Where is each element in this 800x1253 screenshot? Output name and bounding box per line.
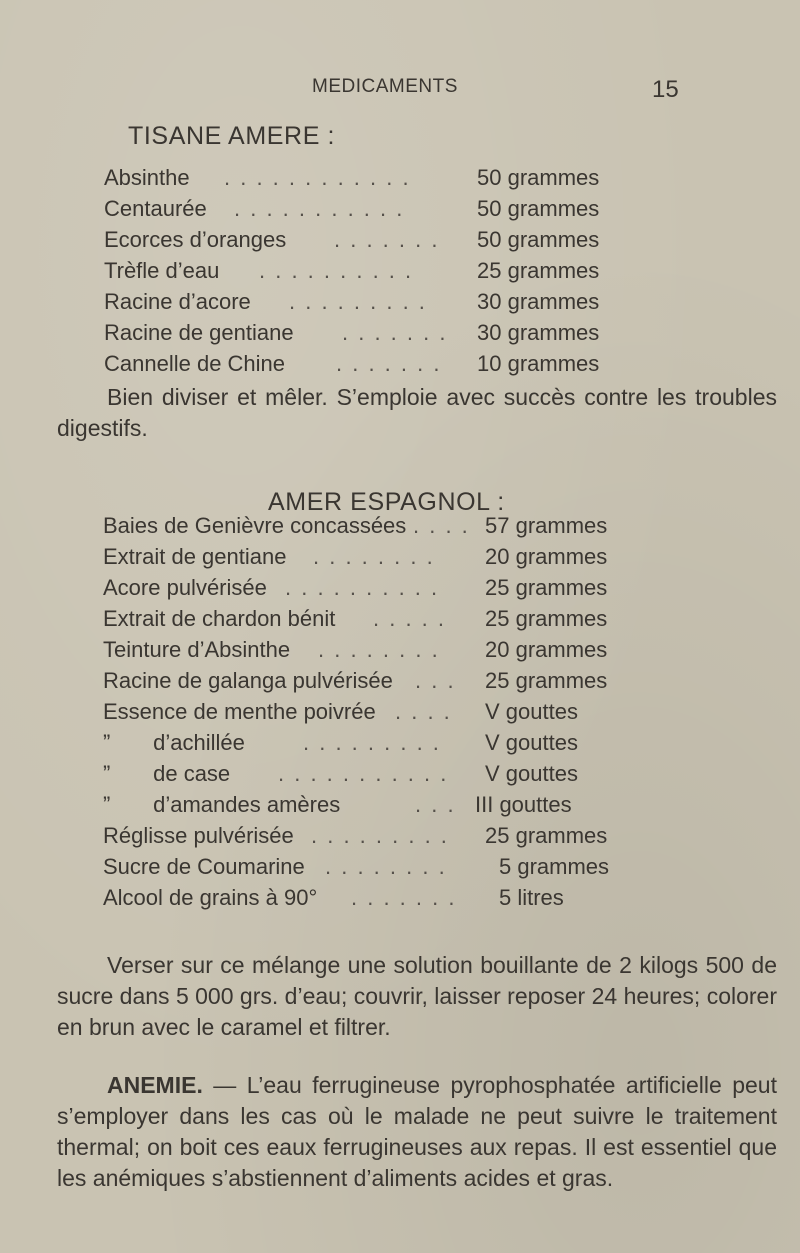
ingredient-row (103, 758, 663, 789)
leader-dots: . . . . . . . (351, 885, 457, 910)
ingredient-quantity: 5 litres (499, 885, 564, 910)
ingredient-row (103, 541, 663, 572)
ingredient-quantity: 20 grammes (485, 544, 608, 569)
leader-dots: . . . . . (373, 606, 447, 631)
tisane-ingredient-list (104, 162, 664, 379)
ingredient-name: Baies de Genièvre concassées (103, 513, 407, 538)
anemie-text: — L’eau ferrugineuse pyrophosphatée artificielle peut s’employer dans les cas où le malade ne peut suivre le traitement thermal; on boit ces eaux ferrugineuses aux repas. Il est essentiel que les anémiques s’abstiennent d’aliments acides et gras. (57, 1072, 777, 1191)
leader-dots: . . . . . . . . . (311, 823, 449, 848)
ingredient-quantity: 10 grammes (477, 351, 600, 376)
leader-dots: . . . (415, 668, 456, 693)
ingredient-quantity: 25 grammes (485, 823, 608, 848)
ingredient-row (104, 193, 664, 224)
ingredient-name: Alcool de grains à 90° (103, 885, 318, 910)
anemie-paragraph (57, 1070, 777, 1194)
leader-dots: . . . . . . . . . . (259, 258, 414, 283)
ingredient-quantity: 25 grammes (485, 668, 608, 693)
leader-dots: . . . (415, 792, 456, 817)
leader-dots: . . . . . . . . . . . (234, 196, 405, 221)
ingredient-name: ” d’achillée (103, 730, 245, 755)
ingredient-name: Acore pulvérisée (103, 575, 267, 600)
ingredient-row (104, 162, 664, 193)
ingredient-name: ” d’amandes amères (103, 792, 341, 817)
leader-dots: . . . . (413, 513, 470, 538)
page-number: 15 (652, 76, 679, 103)
ingredient-quantity: 20 grammes (485, 637, 608, 662)
ingredient-name: Teinture d’Absinthe (103, 637, 291, 662)
ingredient-quantity: 30 grammes (477, 289, 600, 314)
anemie-heading: ANEMIE. (107, 1072, 203, 1098)
ingredient-quantity: 5 grammes (499, 854, 610, 879)
ingredient-quantity: V gouttes (485, 761, 578, 786)
running-title: MEDICAMENTS (312, 76, 458, 97)
ingredient-name: Centaurée (104, 196, 207, 221)
leader-dots: . . . . . . . (334, 227, 440, 252)
ingredient-row (103, 572, 663, 603)
ingredient-row (103, 510, 663, 541)
leader-dots: . . . . . . . . (325, 854, 447, 879)
ingredient-quantity: 57 grammes (485, 513, 608, 538)
ingredient-row (103, 789, 663, 820)
ingredient-name: Absinthe (104, 165, 190, 190)
ingredient-row (104, 317, 664, 348)
ingredient-name: Trèfle d’eau (104, 258, 220, 283)
amer-title: AMER ESPAGNOL : (268, 488, 505, 516)
ingredient-quantity: 25 grammes (477, 258, 600, 283)
ingredient-quantity: 25 grammes (485, 575, 608, 600)
ingredient-quantity: III gouttes (475, 792, 572, 817)
ingredient-name: Racine de gentiane (104, 320, 294, 345)
ingredient-quantity: V gouttes (485, 699, 578, 724)
tisane-title: TISANE AMERE : (128, 122, 336, 150)
running-head (0, 76, 800, 106)
ingredient-row (103, 665, 663, 696)
leader-dots: . . . . . . . . . . (285, 575, 440, 600)
leader-dots: . . . . . . . (336, 351, 442, 376)
leader-dots: . . . . (395, 699, 452, 724)
ingredient-name: ” de case (103, 761, 231, 786)
ingredient-row (103, 851, 663, 882)
ingredient-name: Extrait de chardon bénit (103, 606, 336, 631)
ingredient-name: Réglisse pulvérisée (103, 823, 294, 848)
ingredient-name: Racine de galanga pulvérisée (103, 668, 393, 693)
leader-dots: . . . . . . . . . (289, 289, 427, 314)
ingredient-name: Ecorces d’oranges (104, 227, 287, 252)
tisane-instructions: Bien diviser et mêler. S’emploie avec succès contre les troubles digestifs. (57, 384, 777, 441)
ingredient-row (103, 820, 663, 851)
ingredient-name: Sucre de Coumarine (103, 854, 305, 879)
ingredient-row (103, 634, 663, 665)
ingredient-quantity: V gouttes (485, 730, 578, 755)
ingredient-row (104, 255, 664, 286)
amer-ingredient-list (103, 510, 663, 913)
leader-dots: . . . . . . . . (313, 544, 435, 569)
leader-dots: . . . . . . . . (318, 637, 440, 662)
ingredient-quantity: 50 grammes (477, 165, 600, 190)
leader-dots: . . . . . . . . . (303, 730, 441, 755)
ingredient-row (104, 224, 664, 255)
leader-dots: . . . . . . . . . . . (278, 761, 449, 786)
ingredient-name: Essence de menthe poivrée (103, 699, 376, 724)
amer-instructions: Verser sur ce mélange une solution bouillante de 2 kilogs 500 de sucre dans 5 000 grs. d’eau; couvrir, laisser reposer 24 heures; colorer en brun avec le caramel et filtrer. (57, 952, 777, 1040)
ingredient-name: Cannelle de Chine (104, 351, 286, 376)
ingredient-row (104, 348, 664, 379)
leader-dots: . . . . . . . (342, 320, 448, 345)
leader-dots: . . . . . . . . . . . . (224, 165, 411, 190)
ingredient-quantity: 50 grammes (477, 227, 600, 252)
ingredient-row (103, 727, 663, 758)
ingredient-row (103, 603, 663, 634)
ingredient-quantity: 30 grammes (477, 320, 600, 345)
ingredient-row (103, 696, 663, 727)
ingredient-quantity: 50 grammes (477, 196, 600, 221)
ingredient-quantity: 25 grammes (485, 606, 608, 631)
ingredient-row (104, 286, 664, 317)
ingredient-name: Extrait de gentiane (103, 544, 287, 569)
ingredient-row (103, 882, 663, 913)
ingredient-name: Racine d’acore (104, 289, 251, 314)
